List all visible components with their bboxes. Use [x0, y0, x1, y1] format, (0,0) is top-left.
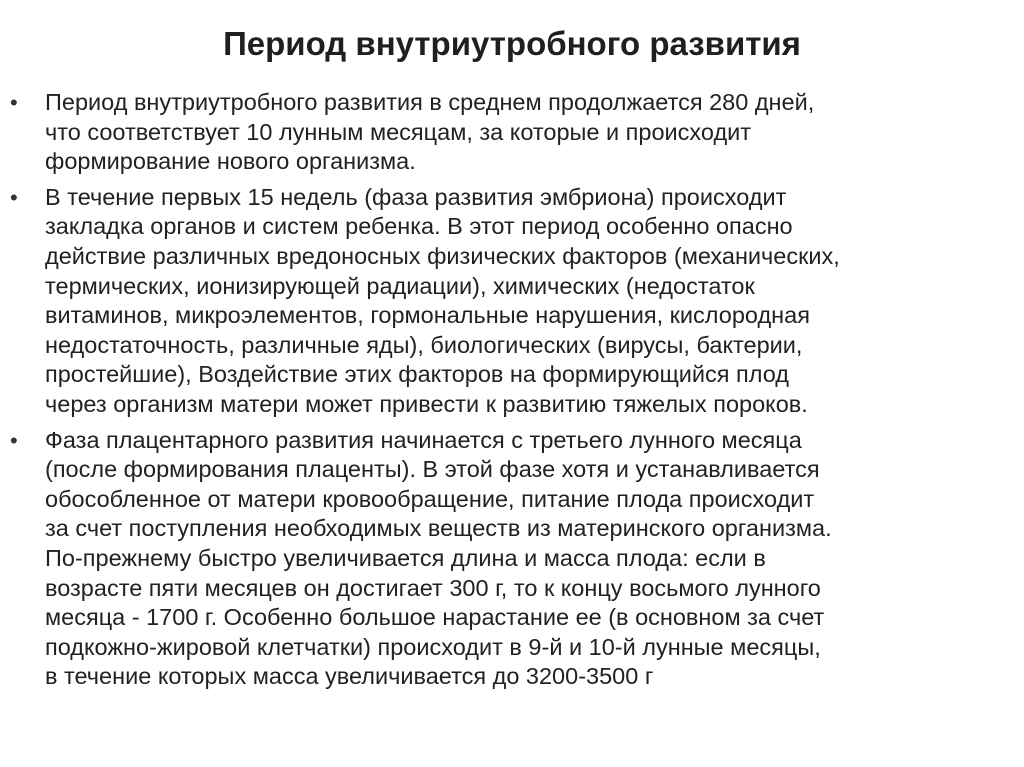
paragraph-duration: Период внутриутробного развития в среднем продолжается 280 дней, что соответствует 10 лунным месяцам, за которые и происходит формирование нового организма. — [45, 89, 815, 175]
bullet-item-placental-phase — [0, 426, 1024, 692]
slide-title: Период внутриутробного развития — [223, 25, 801, 62]
bullet-item-embryo-phase — [0, 183, 1024, 420]
paragraph-embryo-phase: В течение первых 15 недель (фаза развития эмбриона) происходит закладка органов и систем ребенка. В этот период особенно опасно действие различных вредоносных физических факторов (механических, термических, ионизирующей радиации), химических (недостаток витаминов, микроэлементов, гормональные нарушения, кислородная недостаточность, различные яды), биологических (вирусы, бактерии, простейшие), Воздействие этих факторов на формирующийся плод через организм матери может привести к развитию тяжелых пороков. — [45, 183, 840, 417]
bullet-icon: • — [10, 184, 18, 210]
bullet-item-duration — [0, 88, 1024, 177]
bullet-icon: • — [10, 427, 18, 453]
paragraph-placental-phase: Фаза плацентарного развития начинается с третьего лунного месяца (после формирования плаценты). В этой фазе хотя и устанавливается обособленное от матери кровообращение, питание плода происходит за счет поступления необходимых веществ из материнского организма. По-прежнему быстро увеличивается длина и масса плода: если в возрасте пяти месяцев он достигает 300 г, то к концу восьмого лунного месяца - 1700 г. Особенно большое нарастание ее (в основном за счет подкожно-жировой клетчатки) происходит в 9-й и 10-й лунные месяцы, в течение которых масса увеличивается до 3200-3500 г — [45, 426, 832, 690]
bullet-icon: • — [10, 90, 18, 115]
bullet-list — [0, 88, 1024, 698]
